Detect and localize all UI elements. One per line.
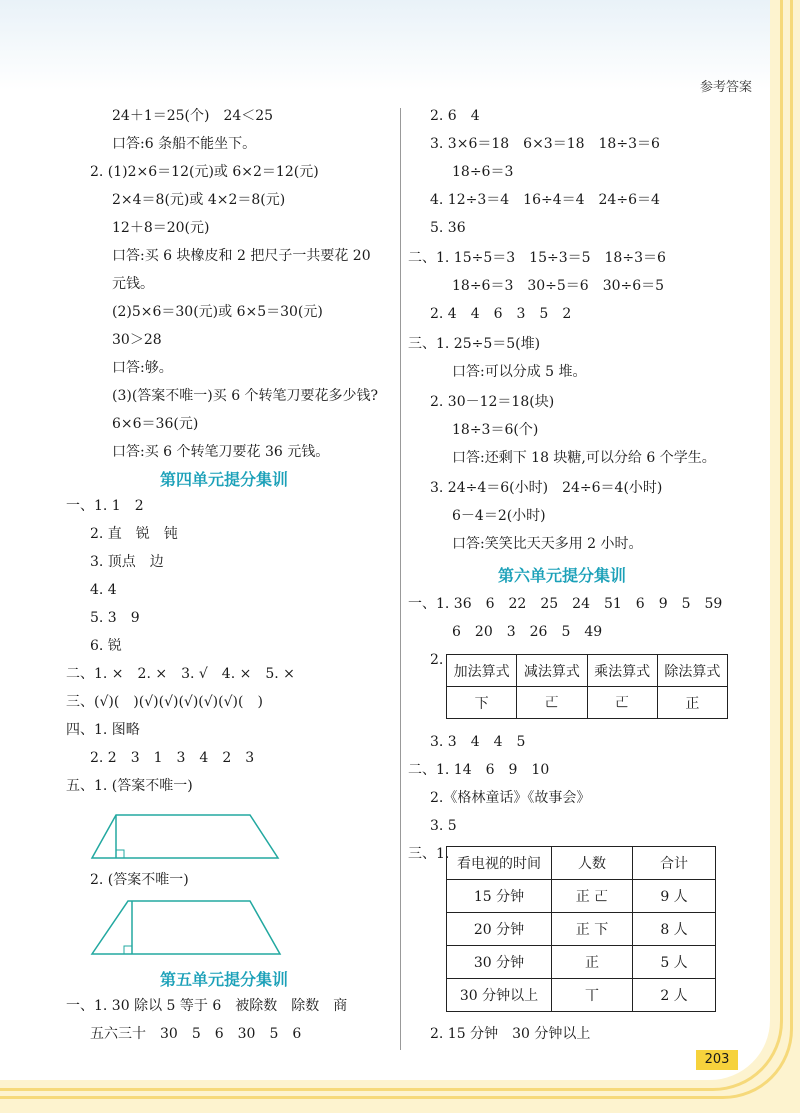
table-cell: 正	[552, 946, 633, 979]
answer-line: 5. 36	[430, 220, 466, 236]
answer-line: 口答:笑笑比天天多用 2 小时。	[452, 536, 643, 552]
answer-line: 2×4＝8(元)或 4×2＝8(元)	[112, 192, 286, 208]
answer-line: 3. 3 4 4 5	[430, 734, 526, 750]
table-cell: 正 下	[552, 913, 633, 946]
answer-line: 一、1. 1 2	[66, 498, 144, 514]
answer-line: 2. 直 锐 钝	[90, 526, 178, 542]
answer-line: 元钱。	[112, 276, 154, 292]
table-cell: 20 分钟	[447, 913, 552, 946]
answer-line: 口答:还剩下 18 块糖,可以分给 6 个学生。	[452, 450, 716, 466]
table-header-cell: 减法算式	[517, 655, 587, 687]
table-cell: 8 人	[633, 913, 716, 946]
answer-line: 3. 24÷4＝6(小时) 24÷6＝4(小时)	[430, 480, 663, 496]
table-cell: 5 人	[633, 946, 716, 979]
answer-line: 3. 5	[430, 818, 457, 834]
table-cell: 30 分钟	[447, 946, 552, 979]
table-cell: 丅	[552, 979, 633, 1012]
answer-line: 五、1. (答案不唯一)	[66, 778, 193, 794]
table-cell: 下	[447, 687, 517, 719]
table-header-cell: 看电视的时间	[447, 847, 552, 880]
answer-line: 30＞28	[112, 332, 162, 348]
answer-line: 2. 15 分钟 30 分钟以上	[430, 1026, 591, 1042]
answer-line: 6－4＝2(小时)	[452, 508, 546, 524]
trapezoid-figure-2	[88, 896, 288, 958]
answer-line: 4. 4	[90, 582, 117, 598]
answer-line: 2.	[430, 652, 444, 668]
answer-line: 口答:可以分成 5 堆。	[452, 364, 587, 380]
answer-line: 口答:买 6 个转笔刀要花 36 元钱。	[112, 444, 330, 460]
answer-line: 2. 6 4	[430, 108, 480, 124]
table-cell: 正 𠀀	[552, 880, 633, 913]
table-header-cell: 加法算式	[447, 655, 517, 687]
answer-line: 5. 3 9	[90, 610, 140, 626]
section-title: 第六单元提分集训	[498, 566, 627, 585]
answer-line: (3)(答案不唯一)买 6 个转笔刀要花多少钱?	[112, 388, 379, 404]
table-header-cell: 除法算式	[657, 655, 727, 687]
table-header-cell: 合计	[633, 847, 716, 880]
answer-line: 2. 30－12＝18(块)	[430, 394, 555, 410]
table-cell: 2 人	[633, 979, 716, 1012]
answer-line: 18÷3＝6(个)	[452, 422, 539, 438]
answer-line: 6 20 3 26 5 49	[452, 624, 603, 640]
table-cell: 15 分钟	[447, 880, 552, 913]
answer-line: 18÷6＝3	[452, 164, 514, 180]
answer-line: 口答:买 6 块橡皮和 2 把尺子一共要花 20	[112, 248, 371, 264]
answer-line: 2. (1)2×6＝12(元)或 6×2＝12(元)	[90, 164, 319, 180]
header-title: 参考答案	[700, 80, 753, 95]
section-title: 第五单元提分集训	[160, 970, 289, 989]
answer-line: 五六三十 30 5 6 30 5 6	[90, 1026, 302, 1042]
answer-line: 6. 锐	[90, 638, 122, 654]
answer-line: 2.《格林童话》《故事会》	[430, 790, 591, 806]
answer-line: 三、1. 25÷5＝5(堆)	[408, 336, 541, 352]
answer-line: 二、1. 14 6 9 10	[408, 762, 550, 778]
answer-line: 四、1. 图略	[66, 722, 140, 738]
operation-table	[446, 654, 728, 719]
table-header-cell: 人数	[552, 847, 633, 880]
answer-line: 三、1.	[408, 846, 450, 862]
answer-line: 24＋1＝25(个) 24＜25	[112, 108, 274, 124]
answer-line: 12＋8＝20(元)	[112, 220, 210, 236]
column-divider	[400, 108, 401, 1050]
table-cell: 30 分钟以上	[447, 979, 552, 1012]
answer-line: 4. 12÷3＝4 16÷4＝4 24÷6＝4	[430, 192, 660, 208]
answer-line: 二、1. 15÷5＝3 15÷3＝5 18÷3＝6	[408, 250, 666, 266]
table-cell: 𠀀	[587, 687, 657, 719]
table-cell: 正	[657, 687, 727, 719]
answer-line: 2. (答案不唯一)	[90, 872, 189, 888]
section-title: 第四单元提分集训	[160, 470, 289, 489]
answer-line: 2. 4 4 6 3 5 2	[430, 306, 572, 322]
answer-line: 三、(√)( )(√)(√)(√)(√)(√)( )	[66, 694, 263, 710]
answer-line: 口答:6 条船不能坐下。	[112, 136, 257, 152]
answer-line: 二、1. × 2. × 3. √ 4. × 5. ×	[66, 666, 295, 682]
answer-line: 一、1. 36 6 22 25 24 51 6 9 5 59	[408, 596, 723, 612]
table-cell: 9 人	[633, 880, 716, 913]
answer-line: 一、1. 30 除以 5 等于 6 被除数 除数 商	[66, 998, 348, 1014]
table-cell: 𠀀	[517, 687, 587, 719]
trapezoid-figure-1	[88, 810, 288, 862]
page-number: 203	[696, 1050, 738, 1070]
answer-line: 2. 2 3 1 3 4 2 3	[90, 750, 255, 766]
answer-line: (2)5×6＝30(元)或 6×5＝30(元)	[112, 304, 323, 320]
answer-line: 口答:够。	[112, 360, 173, 376]
table-header-cell: 乘法算式	[587, 655, 657, 687]
answer-line: 3. 顶点 边	[90, 554, 164, 570]
answer-line: 18÷6＝3 30÷5＝6 30÷6＝5	[452, 278, 665, 294]
answer-line: 6×6＝36(元)	[112, 416, 199, 432]
answer-line: 3. 3×6＝18 6×3＝18 18÷3＝6	[430, 136, 660, 152]
tv-time-table	[446, 846, 716, 1012]
